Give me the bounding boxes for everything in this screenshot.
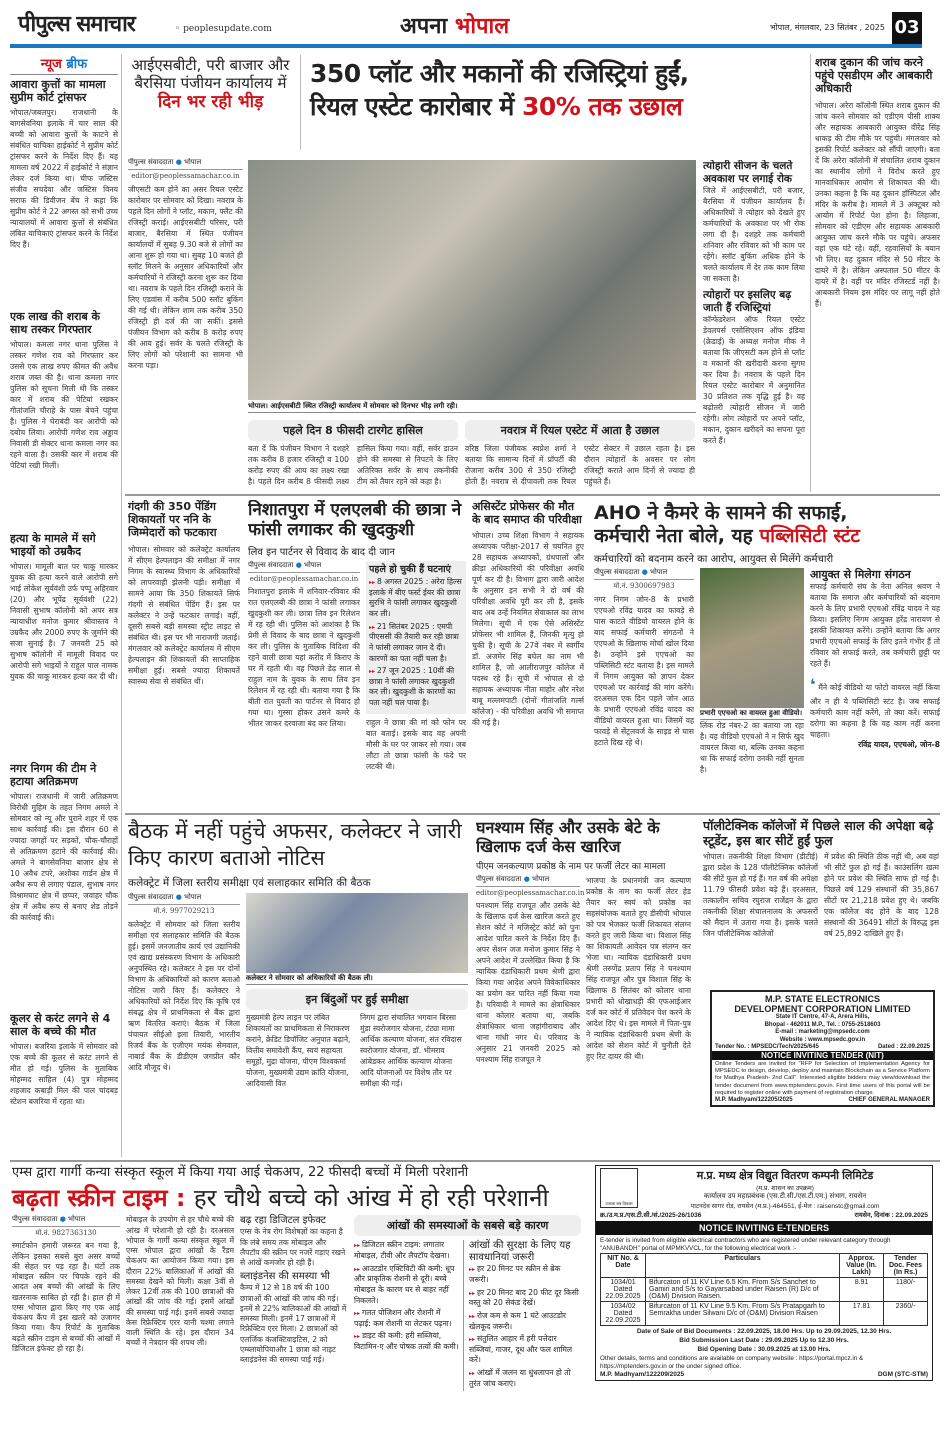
lead-subbox-2 (465, 420, 695, 490)
box-body: निगम द्वारा संचालित भगवान बिरसा मुंडा स्वरोजगार योजना, टंट्या मामा आर्थिक कल्याण योजना, संत रविदास स्वरोजगार योजना, डॉ. भीमराव आंबेडकर आर्थिक कल्याण योजना आदि योजनाओं पर विशेष तौर पर समीक्षा की गई। (360, 1012, 462, 1088)
cause-item: ▸▸ डाइट की कमी: हरी सब्जियां, विटामिन-ए और पोषक तत्वों की कमी। (354, 1331, 459, 1352)
brief-body: भोपाल। मामूली बात पर चाकू मारकर युवक की हत्या करने वाले आरोपी सगे भाई लोकेश सूर्यवंशी उर्फ पप्पू अहिरवार (20) और भूपेंद्र सूर्यवंशी (22) निवासी सुभाष कॉलोनी को अपर सत्र न्यायाधीश मनोज कुमार श्रीवास्तव ने उम्रकैद और 2000 रुपए के जुर्माने की सजा सुनाई है। 7 जनवरी 25 को सुभाष कॉलोनी में मामूली विवाद पर आरोपी सगे भाइयों ने राहुल पाल नामक युवक की चाकू मारकर हत्या कर दी थी। (10, 562, 118, 682)
tips-title: आंखों की सुरक्षा के लिए यह सावधानियां जरूरी (469, 1240, 571, 1264)
byline-name: पीपुल्स संवाददाता (476, 875, 522, 884)
screen-time-story (12, 1165, 587, 1391)
ad-date: रायसेन, दिनांक : 22.09.2025 (854, 1212, 928, 1219)
story-body: कलेक्ट्रेट में सोमवार को जिला स्तरीय समीक्षा एवं सलाहकार समिति की बैठक हुई। इसमें जनजातीय कार्य एवं उद्यानिकी एवं खाद्य प्रसंस्करण विभाग के अधिकारी अनुपस्थित रहे। कलेक्टर ने इस पर दोनों विभाग के अधिकारियों को कारण बताओ नोटिस जारी किए हैं। कलेक्टर ने अधिकारियों को निर्देश दिए कि कृषि एवं संबद्ध क्षेत्र में प्राथमिकता से बैंक द्वारा ऋण वितरित कराएं। बैठक में जिला पंचायत सीईओ इला तिवारी, भारतीय रिजर्व बैंक के एजीएम मयंक सेमवाल, नाबार्ड बैंक के डीडीएम जगप्रीत कौर आदि मौजूद थे। (128, 919, 240, 1072)
page-number: 03 (892, 12, 922, 44)
story-kicker: एम्स द्वारा गार्गी कन्या संस्कृत स्कूल में किया गया आई चेकअप, 22 फीसदी बच्चों में मिली परेशानी (12, 1165, 469, 1180)
ad-intro: E-tender is invited from eligible electrical contractors who are registered under relevant category through "ANUBANDH" portal of MPMKVVCL, for the following electrical work :- (600, 1237, 891, 1253)
box-body: मुख्यमंत्री हेल्प लाइन पर लंबित शिकायतों का प्राथमिकता से निराकरण कराने, क्रेडिट डिपॉजिट अनुपात बढ़ाने, वित्तीय समावेशी कैंप, स्वयं सहायता समूहों, मुद्रा योजना, पीएम विश्वकर्मा योजना, मुख्यमंत्री उद्यम क्रांति योजना, आदिवासी वित (246, 1012, 351, 1088)
incident-item: ▸▸ 27 जून 2025 : 10वीं की छात्रा ने फांसी लगाकर खुदकुशी कर ली। खुदकुशी के कारणों का पता नहीं चल पाया है। (369, 666, 463, 709)
mpsedc-tender-ad (710, 990, 935, 1107)
story-body: भाजपा के प्रधानमंत्री जन कल्याण प्रकोष्ठ के नाम का फर्जी लेटर हेड तैयार कर स्वयं को प्रकोष्ठ का सहसंयोजक बताते हुए डीसीपी भोपाल को पत्र भेजकर फर्जी शिकायत संलग्न करते हुए जारी किया था। विशाल सिंह का शिकायती आवेदन पत्र संलग्न कर भेजा था। न्यायिक दंडाधिकारी प्रथम श्रेणी तरुणेंद्र प्रताप सिंह ने घनश्याम सिंह राजपूत और पुत्र विशाल सिंह के खिलाफ 8 सितंबर को कोलार थाना प्रभारी को धोखाधड़ी की एफआईआर दर्ज कर कोर्ट में प्रतिवेदन पेश करने के आदेश दिए थे। इस मामले में पिता-पुत्र ने न्यायिक दंडाधिकारी प्रथम श्रेणी के आदेश को सेशन कोर्ट में चुनौती देते हुए रिट दायर की थी। (586, 876, 691, 1062)
story-title: बैठक में नहीं पहुंचे अफसर, कलेक्टर ने जारी किए कारण बताओ नोटिस (128, 819, 462, 871)
tender-table (600, 1253, 928, 1326)
cell: 8.91 (840, 1278, 884, 1302)
meeting-story (128, 818, 468, 1158)
story-title: असिस्टेंट प्रोफेसर की मौत के बाद समाप्त की परिवीक्षा (472, 500, 582, 527)
subbox-body: बता दें कि पंजीयन विभाग ने दशहरे तक करीब 8 हजार रजिस्ट्री व 100 करोड़ रुपए की आय का लक्ष्य रखा है। पहले दिन करीब 8 फीसदी लक्ष्य हासिल किया गया। वहीं, सर्वर डाउन होने की समस्या से निपटने के लिए अतिरिक्त सर्वर के साथ तकनीकी टीम को तैयार रहने को कहा है। (248, 444, 458, 486)
brief-title: आवारा कुत्तों का मामला सुप्रीम कोर्ट ट्रांसफर (10, 78, 106, 105)
story-title: शराब दुकान की जांच करने पहुंचे एसडीएम और आबकारी अधिकारी (815, 56, 933, 96)
byline-name: पीपुल्स संवाददाता (594, 567, 640, 576)
box-title: पहले हो चुकी हैं घटनाएं (369, 563, 451, 575)
byline-city: भोपाल (68, 1215, 86, 1224)
byline-email: editor@peoplessamachar.co.in (249, 574, 359, 583)
ad-bar: NOTICE INVITING TENDER (NIT) (712, 1051, 933, 1060)
lead-headline-line2a: रियल एस्टेट कारोबार में (310, 91, 523, 121)
byline-contact: मो.नं. 9300697983 (613, 581, 675, 590)
tender-number: Tender No. : MPSEDC/Tech/2025/645 (715, 1044, 819, 1050)
cell: 1034/02 Dated 22.09.2025 (601, 1302, 646, 1326)
brief-title: हत्या के मामले में सगे भाइयों को उम्रकैद (10, 532, 96, 559)
brief-item (10, 759, 118, 1009)
brief-item (10, 529, 118, 759)
story-title: निशातपुरा में एलएलबी की छात्रा ने फांसी लगाकर की खुदकुशी (248, 500, 462, 541)
row-divider (10, 1160, 940, 1162)
brief-label-a: न्यूज (40, 57, 67, 72)
tip-item: ▸▸ रोज कम से कम 1 घंटे आउटडोर खेलकूद जरूरी। (469, 1311, 581, 1332)
cell: 1034/01 Dated 22.09.2025 (601, 1278, 646, 1302)
lead-body: जीएसटी कम होने का असर रियल एस्टेट कारोबार पर सोमवार को दिखा। नवरात्र के पहले दिन लोगों ने प्लॉट, मकान, फ्लैट की रजिस्ट्री कराई। आईएसबीटी परिसर, परी बाजार, बैरसिया में स्थित पंजीयन कार्यालयों में सुबह 9.30 बजे से लोगों का आना शुरू हो गया था। सुबह 10 बजते ही स्लॉट मिलने के अनुसार अधिकारियों और कर्मचारियों ने रजिस्ट्री करना शुरू कर दिया था। नवरात्र के पहले दिन रजिस्ट्री कराने के लिए एडवांस में करीब 500 स्लॉट बुकिंग की गई थी। लेकिन शाम तक करीब 350 रजिस्ट्री ही दर्ज की जा सकीं। इससे पंजीयन विभाग को करीब 8 करोड़ रुपए की आय हुई। सर्वर के चलते रजिस्ट्री के लिए लोगों को परेशानी का सामना भी करना पड़ा। (128, 185, 243, 370)
title-a: बढ़ता स्क्रीन टाइम : (12, 1183, 194, 1212)
ad-line: कार्यालय उप महाप्रबंधक (एस.टी.सी./एस.टी.एम.) संभाग, रायसेन (703, 1193, 867, 1200)
side-title: त्योहारों पर इसलिए बढ़ जाती हैं रजिस्ट्रियां (703, 289, 792, 314)
tip-item: ▸▸ आंखों में जलन या धुंधलापन हो तो तुरंत जांच कराएं। (469, 1368, 581, 1389)
mpcz-tender-ad (595, 1165, 933, 1381)
story-subtitle: कलेक्ट्रेट में जिला स्तरीय समीक्षा एवं सलाहकार समिति की बैठक (128, 876, 371, 889)
quote-text: मैंने कोई वीडियो या फोटो वायरल नहीं किया और न ही ये पब्लिसिटी स्टंट है। जब सफाई कर्मचारी काम नहीं करेंगे, तो क्या करें। सफाई दरोगा का कहना है कि वह काम नहीं करना चाहता। (810, 682, 940, 739)
incident-item: ▸▸ 8 अगस्त 2025 : अरेरा हिल्स इलाके में बीए फर्स्ट ईयर की छात्रा सुरभि ने फांसी लगाकर खुदकुशी कर ली। (369, 577, 463, 620)
tender-date: Dated : 22.09.2025 (877, 1044, 930, 1050)
suicide-story (248, 500, 466, 810)
side-title: त्योहारी सीजन के चलते अवकाश पर लगाई रोक (703, 160, 793, 185)
ad-ref: M.P. Madhyam/122205/2025 (715, 1097, 793, 1104)
ad-address: State IT Centre, 47-A, Arera Hills, (775, 1014, 870, 1020)
logo-text: उजाला सब विकास (605, 1201, 633, 1206)
newspaper-logo: पीपुल्स समाचार (18, 12, 135, 37)
row-divider (125, 494, 940, 496)
byline-email: editor@peoplessamachar.co.in (476, 889, 585, 898)
col-header: Particulars (646, 1254, 840, 1278)
liquor-shop-story (815, 56, 940, 491)
story-subtitle: लिव इन पार्टनर से विवाद के बाद दी जान (248, 546, 395, 558)
ad-bar: NOTICE INVITING E-TENDERS (596, 1221, 932, 1235)
brief-title: एक लाख की शराब के साथ तस्कर गिरफ्तार (10, 310, 101, 337)
byline-contact: मो.नं. 9827363130 (35, 1229, 97, 1238)
story-body: मोबाइल के उपयोग से हर चौथे बच्चे की आंख में परेशानी हो रही है। दरअसल भोपाल के गार्गी कन्या संस्कृत स्कूल में एम्स भोपाल द्वारा आंखों के रैंडम चेकअप का आयोजन किया गया। इस दौरान 22% बालिकाओं में आंखों की समस्या देखने को मिली। कक्षा 3वीं से लेकर 12वीं तक की 100 छात्राओं की आंखों की जांच की गई। इसमें आंखों की समस्या पाई गई। इनमें सबसे ज्यादा केस रिफ्रेक्टिव एरर यानी चश्मा लगाने वाली स्थिति के रहे। इस दौरान 34 बच्चों ने नेत्रदान की शपथ ली। (126, 1215, 234, 1348)
ad-line: पाटनदेव सागर रोड, रायसेन (म.प्र.)-464551, ई-मेल : raisenstc@gmail.com (690, 1203, 880, 1210)
story-body: स्मार्टफोन हमारी जरूरत बन गया है, लेकिन इसका सबसे बुरा असर बच्चों की सेहत पर पड़ रहा है। घंटों तक मोबाइल स्क्रीन पर चिपके रहने की आदत अब बच्चों की आंखों के लिए खतरनाक साबित हो रही है। हाल ही में एम्स भोपाल द्वारा किए गए एक आई चेकअप कैंप में इस खतरे को उजागर किया गया। कैंप रिपोर्ट के मुताबिक बढ़ते स्क्रीन टाइम से बच्चों की आंखों में डिजिटल इफेक्ट हो रहा है। (12, 1241, 120, 1353)
byline-name: पीपुल्स संवाददाता (128, 158, 174, 166)
side-body: जिले में आईएसबीटी, परी बजार, बैरसिया में पंजीयन कार्यालय हैं। अधिकारियों ने त्योहार को देखते हुए कर्मचारियों के अवकाश पर भी रोक लगा दी है। दशहरे तक कर्मचारी शनिवार और रविवार को भी काम पर रहेंगे। स्लॉट बुकिंग अधिक होने के चलते कार्यालय में देर तक काम लिया जा सकता है। (703, 186, 805, 284)
cell: Bifurcaton of 11 KV Line 6.5 Km. From S/s Sanchet to Gamiri and S/s to Gayarsabad under Raisen (R) D/c of (O&M) Division Raisen. (646, 1278, 840, 1302)
byline-city: भोपाल (532, 875, 550, 884)
subbox-title: नवरात्र में रियल एस्टेट में आता है उछाल (465, 420, 695, 441)
aho-title-a: AHO ने कैमरे के सामने की सफाई, (594, 502, 848, 524)
masthead-rule (10, 44, 922, 48)
column-divider (121, 54, 122, 1157)
section-b: भोपाल (454, 14, 510, 39)
byline: पीपुल्स संवाददाता ● भोपाल (12, 1215, 120, 1227)
row-divider (125, 813, 940, 815)
issue-date: भोपाल, मंगलवार, 23 सितंबर , 2025 (769, 23, 885, 32)
quote-icon: ❛ (810, 674, 816, 694)
sub-body: कैम्प में 12 से 18 वर्ष की 100 छात्राओं की आंखों की जांच की गई। इनमें से 22% बालिकाओं की आंखों में समस्या मिली। इनमें 17 छात्राओं में रिफ्रेक्टिव एरर मिला। 2 छात्राओं को एलर्जिक कंजक्टिवाइटिस, 2 को एम्ब्लायोपियाऔर 1 छात्रा को नाइट ब्लाइंडनेस की समस्या पाई गई। (240, 1283, 347, 1365)
aho-title-b: कर्मचारी नेता बोले, यह (594, 524, 760, 547)
story-body: भोपाल। तकनीकी शिक्षा विभाग (डीटीई) द्वारा प्रदेश के 128 पॉलीटेक्निक कॉलेजों की सीटें फुल हो गई हैं। गत वर्ष की अपेक्षा 11.79 फीसदी प्रवेश बढ़े हैं। दरअसल, तत्कालीन सचिव रघुराज राजेंद्रन के द्वारा तकनीकी शिक्षा संचालनालय के अफसरों को मैदान में उतारा गया है। इसके चलते जिन पॉलीटेक्निक कॉलेजों (703, 852, 818, 938)
byline-name: पीपुल्स संवाददाता (12, 1215, 58, 1224)
brief-label (10, 54, 118, 75)
url-text: peoplesupdate.com (183, 24, 272, 34)
ad-title: M.P. STATE ELECTRONICS (764, 994, 880, 1004)
table-row (601, 1302, 928, 1326)
byline-city: भोपाल (184, 158, 202, 166)
box-title: आंखों की समस्याओं के सबसे बड़े कारण (354, 1215, 581, 1236)
submission-date: Bid Submission Last Date : 29.09.2025 Up to 12.30 Hrs. (679, 1337, 849, 1345)
tips-list (469, 1240, 581, 1391)
side-body: कॉन्फेडरेशन ऑफ रियल एस्टेट डेवलपर्स एसोसिएशन ऑफ इंडिया (क्रेडाई) के अध्यक्ष मनोज मीक ने बताया कि जीएसटी कम होने से प्लॉट व मकानों की खरीदारी करना सुगम कर दिया है। नवरात्र के पहले दिन रियल एस्टेट कारोबार में अनुमानित 30 प्रतिशत तक वृद्धि हुई है। वह बढ़ोतरी त्योहारी सीजन में जारी रहेगी। लोग त्योहारों पर अपने प्लॉट, मकान, दुकान खरीदने का सपना पूरा करते हैं। (703, 315, 805, 446)
sub-body: एम्स के नेत्र रोग विशेषज्ञों का कहना है कि लंबे समय तक मोबाइल और लैपटॉप की स्क्रीन पर नजरें गड़ाए रखने से आंखें कमजोर हो रही हैं। (240, 1227, 346, 1268)
brief-body: भोपाल। कमला नगर थाना पुलिस ने तस्कर गणेश राव को गिरफ्तार कर उससे एक लाख रुपए कीमत की अवैध शराब जब्त की है। थाना कमला नगर पुलिस को सूचना मिली थी कि तस्कर कार में शराब की पेटियां रखकर गीतांजलि चौराहे के पास बेचने पहुंचा है। पुलिस ने घेराबंदी कर आरोपी को दबोच लिया। आरोपी गणेश राव अड्डाव निवासी डी सेक्टर थाना कमला नगर का रहने वाला है। उसकी कार में शराब की पेटियां रखी मिलीं। (10, 340, 118, 471)
ad-line: (म.प्र. शासन का उपक्रम) (756, 1185, 814, 1192)
divider (300, 55, 301, 150)
opening-date: Bid Opening Date : 30.09.2025 at 13.00 Hrs. (697, 1345, 831, 1353)
lead-side-column (703, 160, 805, 490)
quote-author: रविंद्र यादव, एएचओ, जोन-8 (858, 739, 940, 749)
byline: पीपुल्स संवाददाता ● भोपाल (476, 875, 580, 887)
ad-body: Online Tenders are invited for "RFP for Selection of Implementation Agency for MPSEDC to design, develop, deploy and maintain Blockchain as a Service Platform for Madhya Pradesh- 2nd Call". Interested eligible bidders may view/download the tender document from www.mptenders.gov.in. First time users of this portal will be required to register online with payment of registration charge. (715, 1061, 930, 1096)
cell: 17.81 (840, 1302, 884, 1326)
col-header: Approx. Value (In. Lakh) (840, 1254, 884, 1278)
story-body: नगर निगम जोन-8 के प्रभारी एएचओ रविंद्र यादव का फावड़े से घास काटते वीडियो वायरल होने के बाद सफाई कर्मचारी संगठनों ने एएचओ के खिलाफ मोर्चा खोल दिया है। उन्होंने इसे एएचओ का पब्लिसिटी स्टंट बताया है। इस मामले में निगम आयुक्त को ज्ञापन देकर एएचओ पर कार्रवाई की मांग करेंगे। दरअसल एक दिन पहले जोन आठ के प्रभारी एएचओ रविंद्र यादव का वीडियो वायरल हुआ था। जिसमें वह फावड़े से सेंट्रलवर्ज के साइड से घास हटाते दिख रहे थे। (594, 594, 694, 747)
brief-title: कूलर से करंट लगने से 4 साल के बच्चे की मौत (10, 1012, 111, 1039)
story-title: घनश्याम सिंह और उसके बेटे के खिलाफ दर्ज केस खारिज (476, 818, 660, 857)
aho-title-c: पब्लिसिटी स्टंट (759, 524, 860, 547)
subbox-title: पहले दिन 8 फीसदी टारगेट हासिल (248, 420, 458, 441)
lead-side-headline (128, 56, 293, 112)
ad-website[interactable]: Website : www.mpsedc.gov.in (779, 1036, 866, 1043)
brief-item (10, 307, 118, 529)
story-body: लिंक रोड नंबर-2 का बताया जा रहा है। यह वीडियो एएचओ ने न सिर्फ खुद वायरल किया था, बल्कि उनका कहना था कि सफाई दरोगा उनकी नहीं सुनता है। (700, 720, 804, 774)
sub-title: ब्लाइंडनेस की समस्या भी (240, 1271, 330, 1283)
brief-item (10, 1012, 118, 1107)
garbage-story (128, 500, 240, 810)
byline-city: भोपाल (650, 567, 668, 576)
ad-address: Bhopal - 462011 M.P., Tel. : 0755-2518603 (764, 1021, 881, 1028)
table-header (601, 1254, 928, 1278)
side-title: आयुक्त से मिलेगा संगठन (810, 567, 911, 581)
cell: Bifurcaton of 11 KV Line 9.5 Km. From S/s Pratapgarh to Semrakha under Silwani D/c of (O&M) Division Raisen (646, 1302, 840, 1326)
title-b: हर चौथे बच्चे को आंख में हो रही परेशानी (193, 1183, 549, 1212)
cause-item: ▸▸ डिजिटल स्क्रीन टाइम: लगातार मोबाइल, टीवी और लैपटॉप देखना। (354, 1240, 459, 1261)
photo-caption: प्रभारी एएचओ का वायरल हुआ वीडियो। (700, 708, 804, 720)
byline-city: भोपाल (184, 892, 202, 901)
ghanshyam-story (476, 818, 691, 1158)
column-divider (810, 54, 811, 492)
box-title: इन बिंदुओं पर हुई समीक्षा (246, 989, 468, 1010)
lead-headline-line1: 350 प्लॉट और मकानों की रजिस्ट्रियां हुईं, (310, 59, 689, 88)
professor-story (472, 500, 584, 810)
byline-name: पीपुल्स संवाददाता (248, 560, 294, 569)
byline: पीपुल्स संवाददाता ● भोपाल (128, 158, 243, 170)
cell: 2360/- (884, 1302, 928, 1326)
byline-city: भोपाल (304, 560, 322, 569)
review-points-box (246, 989, 468, 1089)
past-incidents-box (366, 561, 466, 714)
byline-email: editor@peoplessamachar.co.in (131, 172, 240, 180)
tip-item: ▸▸ हर 20 मिनट बाद 20 फीट दूर किसी वस्तु को 20 सेकंड देखें। (469, 1288, 581, 1309)
story-body: घनश्याम सिंह राजपूत और उसके बेटे के खिलाफ दर्ज केस खारिज करते हुए सेशन कोर्ट ने मजिस्ट्रेट कोर्ट को पुनः आदेश पारित करने के निर्देश दिए हैं। अपर सेशन जज मनोज कुमार सिंह ने अपने आदेश में उल्लेखित किया है कि न्यायिक दंडाधिकारी प्रथम श्रेणी द्वारा किया गया आदेश अपने विवेकाधिकार का प्रयोग कर पारित नहीं किया गया है। परिवादी ने मामले का क्षेत्राधिकार थाना कोलार बताया था, जबकि क्षेत्राधिकार थाना जहांगीराबाद और थाना गांधी नगर थे। परिवाद के अनुसार 21 जनवरी 2025 को घनश्याम सिंह राजपूत ने (476, 901, 580, 1065)
brief-body: भोपाल/जबलपुर। राजधानी के बागसेवनिया इलाके में चार साल की बच्ची को आवारा कुत्तों के काटने से संबंधित याचिका हाईकोर्ट ने सुप्रीम कोर्ट ट्रांसफर करने के निर्देश दिए हैं। यह मामला वर्ष 2022 में हाईकोर्ट ने संज्ञान लेकर दर्ज किया था। चीफ जस्टिस संजीव सचदेवा और जस्टिस विनय सराफ की डिवीजन बेंच ने कहा कि सुप्रीम कोर्ट ने 22 अगस्त को सभी उच्च न्यायालयों में आवारा कुत्तों से संबंधित लंबित याचिकाएं ट्रांसफर करने के निर्देश दिए हैं। (10, 108, 118, 250)
col-header: NIT No. & Date (601, 1254, 646, 1278)
brief-item (10, 75, 118, 307)
section-a: अपना (400, 14, 455, 39)
byline-name: पीपुल्स संवाददाता (128, 892, 174, 901)
brief-label-b: ब्रीफ (66, 57, 88, 72)
ad-signatory: DGM (STC-STM) (877, 1370, 928, 1378)
meeting-photo (246, 893, 468, 973)
ad-title: DEVELOPMENT CORPORATION LIMITED (734, 1004, 911, 1014)
lead-subbox-1 (248, 420, 458, 490)
other-details: Other details, terms and conditions are available on company website : https://portal.mpcz.in & https://mptenders.gov.in or the under signed office. (600, 1354, 864, 1370)
story-body: निशातपुरा इलाके में शनिवार-रविवार की रात एलएलबी की छात्रा ने फांसी लगाकर खुदकुशी कर ली। छात्रा लिव इन रिलेशन में रह रही थी। पुलिस को आशंका है कि प्रेमी से विवाद के बाद छात्रा ने खुदकुशी कर ली। पुलिस के मुताबिक विदिशा की रहने वाली छात्रा यहां करोंद में किराए के घर में रहती थी। वह पिछले डेढ़ साल से राहुल नाम के युवक के साथ लिव इन रिलेशन में रह रही थी। बताया गया है कि बीती रात युवती का पार्टनर से विवाद हो गया था। गुस्सा होकर उसने कमरे के भीतर जाकर दरवाजा बंद कर लिया। (248, 586, 360, 728)
side-body: सफाई कर्मचारी संघ के नेता अनिल श्रवण ने बताया कि समाज और कर्मचारियों को बदनाम करने के लिए प्रभारी एएचओ रविंद्र यादव ने यह किया। इसलिए निगम आयुक्त हरेंद्र नारायण से इसकी शिकायत करेंगे। उन्होंने बताया कि अगर प्रभारी एएचओ सफाई के लिए इतने गंभीर हैं तो रविवार को सफाई करते, तब कर्मचारी छुट्टी पर रहते हैं। (810, 581, 940, 668)
aho-cleaning-photo (700, 568, 804, 708)
table-row (601, 1278, 928, 1302)
col-header: Tender Doc. Fees (In Rs.) (884, 1254, 928, 1278)
sub-title: बढ़ रहा डिजिटल इफेक्ट (240, 1215, 326, 1227)
brief-title: नगर निगम की टीम ने हटाया अतिक्रमण (10, 762, 97, 789)
ad-ref: क्र./उ.म.प्र./एस.टी.सी./सं./2025-26/1036 (600, 1212, 702, 1219)
lead-headline-line2b: 30% तक उछाल (522, 91, 683, 121)
ad-ref: M.P. Madhyam/122209/2025 (600, 1370, 685, 1378)
brief-body: भोपाल। बजरिया इलाके में सोमवार को एक बच्चे की कूलर से करंट लगने से मौत हो गई। पुलिस के मुताबिक मोहम्मद साहिल (4) पुत्र मोहम्मद शहजाद कबाड़ी मिल की पाल चांदबड़ स्टेशन बजरिया में रहता था। (10, 1042, 118, 1107)
photo-caption: कलेक्टर ने सोमवार को अधिकारियों की बैठक ली। (246, 973, 468, 985)
subbox-body: वरिष्ठ जिला पंजीयक स्वप्नेश शर्मा ने बताया कि सामान्य दिनों में प्रॉपर्टी की रोजाना करीब 300 से 350 रजिस्ट्री होती हैं। नवरात्र से दीपावली तक रियल एस्टेट सेक्टर में उछाल रहता है। इस दौरान त्योहारों के अवसर पर लोग रजिस्ट्री कराते आम दिनों से ज्यादा ही पहुंचते हैं। (465, 444, 695, 486)
side-head-b: दिन भर रही भीड़ (157, 92, 264, 112)
byline: पीपुल्स संवाददाता ● भोपाल (594, 568, 694, 580)
news-brief-column (10, 54, 118, 1157)
tip-item: ▸▸ हर 20 मिनट पर स्क्रीन से ब्रेक जरूरी। (469, 1264, 581, 1285)
story-title: पॉलीटेक्निक कॉलेजों में पिछले साल की अपेक्षा बढ़े स्टूडेंट, इस बार सीटें हुईं फुल (703, 818, 934, 848)
side-head-a: आईएसबीटी, परी बाजार और बैरसिया पंजीयन कार्यालय में (131, 56, 290, 92)
lead-text-column (128, 158, 243, 488)
story-title: गंदगी की 350 पेंडिंग शिकायतों पर ननि के जिम्मेदारों को फटकारा (128, 500, 217, 540)
section-title (400, 10, 509, 40)
story-body: में प्रवेश की स्थिति ठीक नहीं थी, अब वहां भी सीटें फुल हो गई हैं। काउंसलिंग खत्म होने पर प्रवेश की स्थिति साफ हो गई है। पिछले वर्ष 129 संस्थानों की 35,867 सीटों पर 21,218 प्रवेश हुए थे। जबकि एक कॉलेज बंद होने के बाद 128 संस्थानों की 36491 सीटों के विरुद्ध इस वर्ष 25,892 दाखिले हुए हैं। (824, 852, 939, 938)
story-body: भोपाल। सोमवार को कलेक्ट्रेट कार्यालय में सीएम हेल्पलाइन की समीक्षा में नगर निगम के स्वास्थ्य विभाग के अधिकारियों को लापरवाही झेलनी पड़ी। समीक्षा में सामने आया कि 350 शिकायतें सिर्फ गंदगी से संबंधित पेंडिंग हैं। इस पर कलेक्टर ने उन्हें फटकार लगाई। वहीं, दूसरी सबसे बड़ी समस्या स्ट्रीट लाइट से संबंधित थी। इस पर भी नाराजगी जताई। मंगलवार को कलेक्ट्रेट कार्यालय में सीएम हेल्पलाइन की शिकायतों की साप्ताहिक समीक्षा हुई। सबसे ज्यादा शिकायतें स्वास्थ्य सेवा से संबंधित थीं। (128, 544, 240, 686)
ad-title: म.प्र. मध्य क्षेत्र विद्युत वितरण कम्पनी लिमिटेड (696, 1170, 874, 1182)
byline: पीपुल्स संवाददाता ● भोपाल (128, 893, 240, 905)
byline-contact: मो.नं. 9977029213 (153, 906, 215, 915)
cause-item: ▸▸ आउटडोर एक्टिविटी की कमी: धूप और प्राकृतिक रोशनी से दूरी। बच्चे मोबाइल के कारण घर से बाहर नहीं निकलते। (354, 1264, 459, 1307)
registry-office-photo (248, 160, 696, 400)
brief-body: भोपाल। राजधानी में जारी अतिक्रमण विरोधी मुहिम के तहत निगम अमले ने सोमवार को न्यू और पुराने शहर में एक साथ कार्रवाई की। इस दौरान 60 से ज्यादा जगहों पर सड़कों, चौक-चौराहों से अतिक्रमण हटाने की कार्रवाई की। अमले ने बागसेवनिया बाजार क्षेत्र से 10 अवैध टपरे, अशोका गार्डन क्षेत्र में अवैध रूप से लगाए पंडाल, सुभाष नगर विश्रामघाट क्षेत्र में छप्पर, जवाहर चौक क्षेत्र में अवैध रूप से बनाए शेड तोड़ने की कार्रवाई की। (10, 792, 118, 923)
ad-signatory: CHIEF GENERAL MANAGER (848, 1097, 930, 1104)
cell: 1180/- (884, 1278, 928, 1302)
byline: पीपुल्स संवाददाता ● भोपाल (248, 561, 360, 573)
polytechnic-story (703, 818, 940, 986)
story-subtitle: पीएम जनकल्याण प्रकोष्ठ के नाम पर फर्जी लेटर का मामला (476, 862, 666, 873)
website-url[interactable]: ◦ peoplesupdate.com (175, 24, 272, 34)
story-body: भोपाल। उच्च शिक्षा विभाग ने सहायक अध्यापक परीक्षा-2017 से चयनित हुए 28 सहायक अध्यापकों, ग्रंथपालों और क्रीड़ा अधिकारियों की परिवीक्षा अवधि पूर्ण कर दी है। विभाग द्वारा जारी आदेश के अनुसार इन सभी ने दो वर्ष की परिवीक्षा अवधि पूरी कर ली है, इसके बाद अब उन्हें नियमित सेवाकाल का लाभ मिलेगा। सूची में एक ऐसे असिस्टेंट प्रोफेसर भी शामिल हैं, जिनकी मृत्यु हो चुकी है। सूची के 27वें नंबर में स्वर्गीय डॉ. अजमेर सिंह बघेल का नाम भी शामिल है, जो आलीराजपुर कॉलेज में पदस्थ रहे हैं। सूची में भोपाल से दो सहायक अध्यापक नीता माहोर और नरेश बाबू मल्लमपाटी (दोनों गीतांजलि गर्ल्स कॉलेज) - की परिवीक्षा अवधि भी समाप्त की गई है। (472, 531, 584, 728)
sale-date: Date of Sale of Bid Documents : 22.09.2025, 18.00 Hrs. Up to 29.09.2025, 12.30 Hrs. (636, 1328, 892, 1336)
incident-item: ▸▸ 21 सितंबर 2025 : एमपी पीएससी की तैयारी कर रही छात्रा ने फांसी लगाकर जान दे दी। कारणों का पता नहीं चला है। (369, 622, 463, 665)
story-subtitle: कर्मचारियों को बदनाम करने का आरोप, आयुक्त से मिलेंगे कर्मचारी (594, 553, 834, 565)
aho-story (594, 502, 940, 810)
photo-caption: भोपाल। आईएसबीटी स्थित रजिस्ट्री कार्यालय में सोमवार को दिनभर भीड़ लगी रही। (248, 401, 696, 413)
company-logo (600, 1168, 638, 1208)
tip-item: ▸▸ संतुलित आहार में हरी पत्तेदार सब्जियां, गाजर, दूध और फल शामिल करें। (469, 1334, 581, 1366)
story-body: भोपाल। अरेरा कॉलोनी स्थित शराब दुकान की जांच करने सोमवार को एडीएम पीसी शाक्य और सहायक आबकारी आयुक्त वीरेंद्र सिंह धाकड़ की टीम मौके पर पहुंची। मंगलवार को इसकी रिपोर्ट कलेक्टर को सौंपी जाएगी। बता दें कि अरेरा कॉलोनी में संचालित शराब दुकान का स्थानीय लोगों ने विरोध करते हुए मानवाधिकार आयोग से शिकायत की थी। उनका कहना है कि यह दुकान हॉस्पिटल और मंदिर के करीब है। मामले में 3 अक्टूबर को आयोग में रिपोर्ट पेश होना है। लिहाजा, सोमवार को एडीएम और सहायक आबकारी आयुक्त जांच करने मौके पर पहुंचे। अफसर वहां एक घंटे रहे। वहीं, रहवासियों के बयान भी लिए। यह दुकान मंदिर से 50 मीटर के दायरे में है। लेकिन अस्पताल 50 मीटर के दायरे में है। वहीं पर मंदिर रजिस्टर्ड नहीं है। आबकारी नियम इस मंदिर पर लागू नहीं होते हैं। (815, 100, 940, 308)
cause-item: ▸▸ गलत पोजिशन और रोशनी में पढ़ाई: कम रोशनी या लेटकर पढ़ना। (354, 1308, 459, 1329)
ad-email[interactable]: E-mail : marketing@mpsedc.com (775, 1029, 870, 1035)
lead-headline (310, 58, 808, 123)
story-body: राहुल ने छात्रा की मां को फोन पर बात बताई। इसके बाद वह अपनी मौसी के घर पर जाकर सो गया। जब लौटा तो छात्रा फांसी के फंदे पर लटकी थी। (366, 717, 466, 771)
causes-list (354, 1240, 464, 1391)
